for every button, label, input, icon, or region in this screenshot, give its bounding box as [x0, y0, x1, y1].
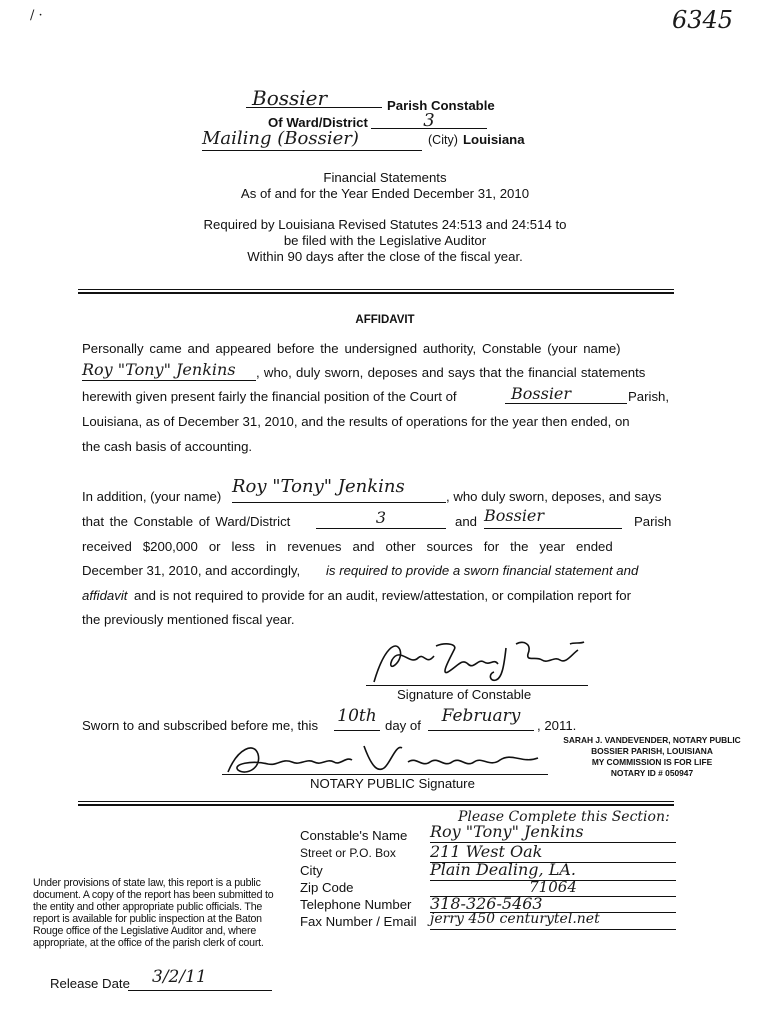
requirement-line-3: Within 90 days after the close of the fiscal year. — [247, 249, 523, 264]
constable-signature-graphic — [366, 636, 588, 688]
document-number: 6345 — [672, 6, 734, 34]
parish-handwritten: Bossier — [246, 86, 382, 108]
contact-value-street: 211 West Oak — [430, 842, 676, 863]
affidavit-p2-parish: Bossier — [484, 506, 622, 529]
contact-label-street: Street or P.O. Box — [300, 846, 396, 860]
public-notice-line-4: report is available for public inspection at the Baton — [33, 913, 262, 925]
notary-stamp-line-3: MY COMMISSION IS FOR LIFE — [591, 757, 713, 767]
affidavit-p1-line5: the cash basis of accounting. — [82, 439, 253, 454]
contact-value-name: Roy "Tony" Jenkins — [430, 822, 676, 843]
affidavit-p1-line3b: Parish, — [628, 389, 670, 404]
notary-label: NOTARY PUBLIC Signature — [310, 776, 475, 791]
public-notice-line-3: the entity and other appropriate public officials. The — [33, 901, 263, 913]
notary-signature-line — [222, 774, 548, 775]
ward-value: 3 — [371, 110, 487, 129]
public-notice — [33, 877, 301, 949]
affidavit-p1-line2: , who, duly sworn, deposes and says that the financial statements — [256, 365, 646, 380]
city-label: (City) — [428, 133, 458, 147]
notary-stamp-line-1: SARAH J. VANDEVENDER, NOTARY PUBLIC — [563, 735, 741, 745]
affidavit-p2-line4b: is required to provide a sworn financial statement and — [326, 563, 639, 578]
sworn-text-b: day of — [385, 718, 421, 733]
contact-label-city: City — [300, 863, 323, 878]
affidavit-p2-line1a: In addition, (your name) — [82, 489, 222, 504]
sworn-day: 10th — [334, 706, 380, 731]
affidavit-p2-line3: received $200,000 or less in revenues and other sources for the year ended — [82, 539, 613, 554]
requirement-line-1: Required by Louisiana Revised Statutes 24:513 and 24:514 to — [203, 217, 567, 232]
affidavit-p1-line3a: herewith given present fairly the financial position of the Court of — [82, 389, 457, 404]
statement-period: As of and for the Year Ended December 31, 2010 — [240, 186, 530, 201]
affidavit-p2-line6: the previously mentioned fiscal year. — [82, 612, 295, 627]
public-notice-line-5: Rouge office of the Legislative Auditor and, where — [33, 925, 257, 937]
requirement-line-2: be filed with the Legislative Auditor — [283, 233, 487, 248]
affidavit-p1-line1: Personally came and appeared before the undersigned authority, Constable (your name) — [82, 341, 621, 356]
sworn-month: February — [428, 706, 534, 731]
divider-top-2 — [78, 292, 674, 294]
notary-stamp — [545, 735, 759, 779]
affidavit-p2-line2b: Parish — [634, 514, 672, 529]
signature-label: Signature of Constable — [397, 687, 532, 702]
contact-value-zip: 71064 — [430, 878, 676, 897]
affidavit-p2-line1b: , who duly sworn, deposes, and says — [446, 489, 662, 504]
contact-value-fax-email: jerry 450 centurytel.net — [430, 911, 676, 930]
affidavit-p1-name: Roy "Tony" Jenkins — [82, 360, 256, 381]
contact-label-fax-email: Fax Number / Email — [300, 914, 417, 929]
state-label: Louisiana — [463, 132, 525, 147]
affidavit-p2-line5a: affidavit — [82, 588, 128, 603]
mailing-handwritten: Mailing (Bossier) — [202, 128, 422, 151]
public-notice-line-1: Under provisions of state law, this report is a public — [33, 877, 261, 889]
public-notice-line-6: appropriate, at the office of the parish clerk of court. — [33, 937, 264, 949]
affidavit-p2-line4a: December 31, 2010, and accordingly, — [82, 563, 301, 578]
release-date-value: 3/2/11 — [128, 967, 272, 991]
statement-title: Financial Statements — [323, 170, 447, 185]
sworn-text-c: , 2011. — [537, 718, 577, 733]
affidavit-p1-line4: Louisiana, as of December 31, 2010, and the results of operations for the year then ended, on — [82, 414, 630, 429]
public-notice-line-2: document. A copy of the report has been submitted to — [33, 889, 274, 901]
affidavit-p2-ward: 3 — [316, 508, 446, 529]
release-date-label: Release Date — [50, 976, 130, 991]
affidavit-p2-line2a: that the Constable of Ward/District — [82, 514, 291, 529]
affidavit-p2-and: and — [455, 514, 478, 529]
parish-label: Parish Constable — [387, 98, 495, 113]
contact-value-city: Plain Dealing, LA. — [430, 860, 676, 881]
contact-prompt: Please Complete this Section: — [458, 809, 670, 825]
notary-stamp-line-4: NOTARY ID # 050947 — [610, 768, 694, 778]
constable-signature-line — [366, 684, 588, 686]
sworn-text-a: Sworn to and subscribed before me, this — [82, 718, 319, 733]
divider-bottom-2 — [78, 804, 674, 806]
contact-label-name: Constable's Name — [300, 828, 408, 843]
affidavit-p2-line5b: and is not required to provide for an audit, review/attestation, or compilation report for — [134, 588, 631, 603]
contact-label-zip: Zip Code — [300, 880, 354, 895]
divider-top-1 — [78, 289, 674, 290]
affidavit-p1-court: Bossier — [505, 384, 627, 404]
notary-stamp-line-2: BOSSIER PARISH, LOUISIANA — [591, 746, 713, 756]
ward-label: Of Ward/District — [268, 115, 368, 130]
divider-bottom-1 — [78, 801, 674, 802]
contact-label-phone: Telephone Number — [300, 897, 412, 912]
affidavit-p2-name: Roy "Tony" Jenkins — [232, 476, 446, 503]
affidavit-heading: AFFIDAVIT — [355, 314, 415, 326]
corner-mark: / · — [30, 8, 43, 23]
contact-value-phone: 318-326-5463 — [430, 894, 676, 913]
